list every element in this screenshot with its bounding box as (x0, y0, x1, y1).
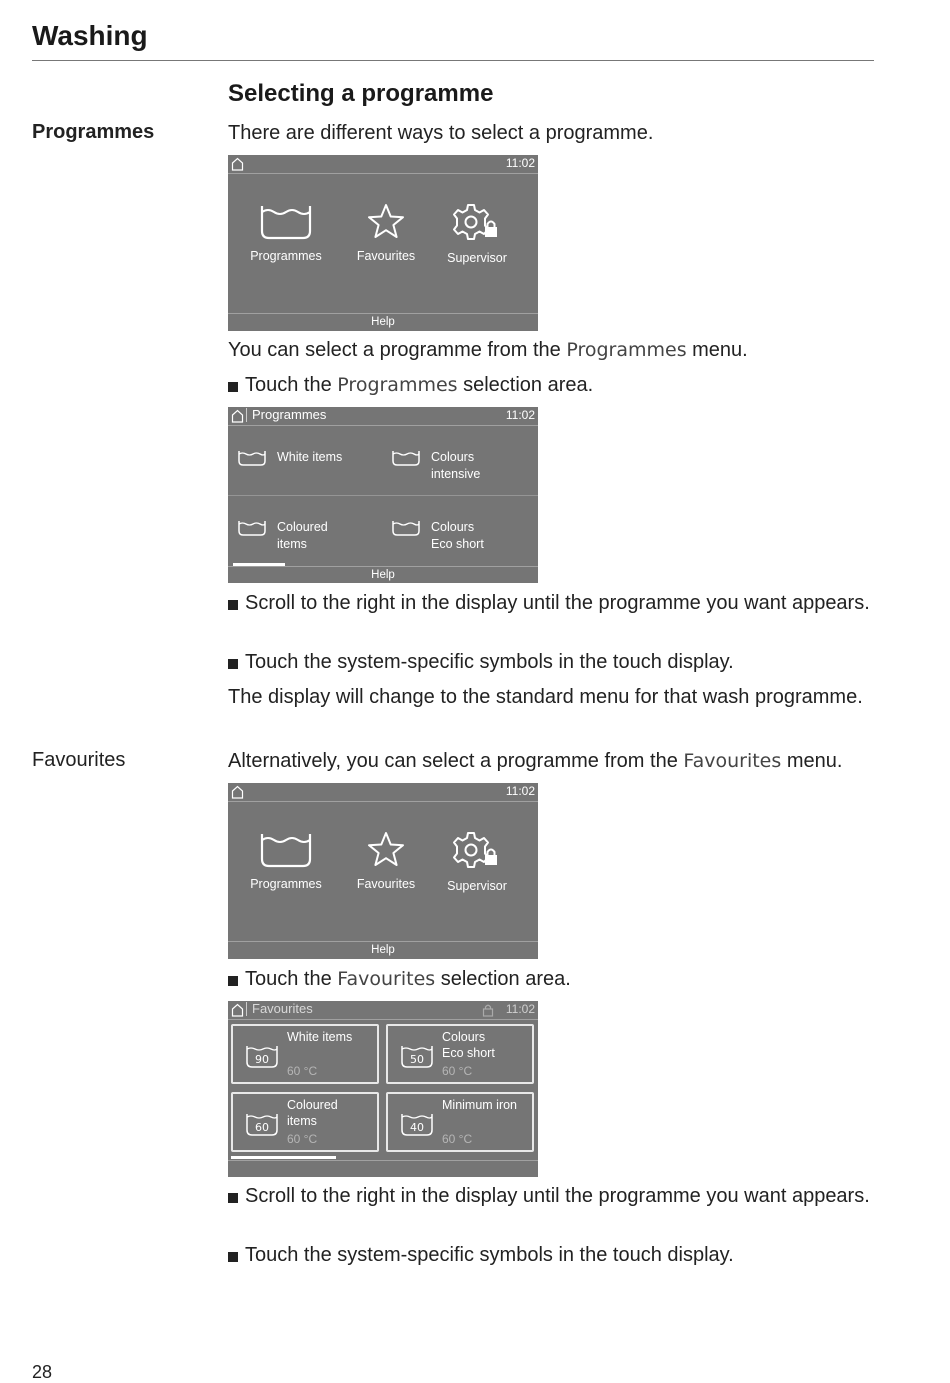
display-top-bar (228, 407, 538, 426)
wash-tub-icon (391, 449, 421, 467)
bullet-scroll: Scroll to the right in the display until the programme you want appears. (228, 591, 878, 616)
menu-supervisor-button[interactable] (432, 203, 522, 265)
wash-tub-icon (391, 519, 421, 537)
clock: 11:02 (505, 784, 535, 798)
temperature: 60 °C (287, 1132, 318, 1146)
display-title: Favourites (246, 1002, 313, 1016)
bullet-touch-symbols: Touch the system-specific symbols in the touch display. (228, 650, 878, 675)
result-text: The display will change to the standard menu for that wash programme. (228, 686, 863, 708)
display-favourites-menu (228, 1001, 538, 1177)
temperature: 60 °C (442, 1064, 473, 1078)
menu-label: Programmes (250, 249, 322, 263)
ui-term: Favourites (683, 750, 782, 772)
menu-programmes-button[interactable] (241, 831, 331, 891)
menu-favourites-button[interactable] (341, 831, 431, 891)
menu-label: Favourites (356, 249, 416, 263)
display-main-menu (228, 155, 538, 331)
wash-tub-icon (259, 203, 313, 241)
menu-label: Supervisor (447, 879, 507, 893)
tub-number: 40 (410, 1121, 424, 1134)
page-number: 28 (32, 1362, 53, 1382)
home-icon[interactable] (231, 1003, 244, 1017)
favourites-intro-text: Alternatively, you can select a programme from the Favourites menu. (228, 750, 843, 772)
clock: 11:02 (505, 1002, 535, 1016)
gear-lock-icon (447, 831, 507, 871)
wash-tub-icon (237, 449, 267, 467)
menu-label: Favourites (356, 877, 416, 891)
favourite-card-minimum-iron[interactable]: 40 Minimum iron 60 °C (386, 1092, 534, 1152)
menu-supervisor-button[interactable] (432, 831, 522, 893)
display-main-menu-2 (228, 783, 538, 959)
home-icon[interactable] (231, 157, 244, 171)
favourite-card-white-items[interactable]: 90 White items 60 °C (231, 1024, 379, 1084)
display-programmes-menu: Programmes 11:02 White items Colours intensive Coloured items Colours Eco short Help (228, 407, 538, 583)
intro-text: There are different ways to select a programme. (228, 122, 654, 144)
section-heading: Selecting a programme (228, 80, 494, 107)
row-divider (228, 495, 538, 496)
clock: 11:02 (505, 156, 535, 170)
wash-tub-icon (259, 831, 313, 869)
help-button[interactable]: Help (228, 313, 538, 331)
wash-tub-icon (245, 1112, 279, 1138)
tub-number: 50 (410, 1053, 424, 1066)
wash-tub-icon (245, 1044, 279, 1070)
menu-label: Supervisor (447, 251, 507, 265)
favourite-card-colours-eco-short[interactable]: 50 Colours Eco short 60 °C (386, 1024, 534, 1084)
title-divider (32, 60, 874, 61)
menu-programmes-button[interactable] (241, 203, 331, 263)
side-label-favourites: Favourites (32, 749, 126, 771)
display-top-bar (228, 155, 538, 174)
wash-tub-icon (400, 1112, 434, 1138)
page-title: Washing (32, 20, 148, 51)
tub-number: 90 (255, 1053, 269, 1066)
scroll-indicator[interactable] (231, 1156, 336, 1159)
bullet-touch-programmes: Touch the Programmes selection area. (228, 373, 878, 398)
display-title: Programmes (246, 408, 326, 422)
ui-term: Programmes (337, 374, 458, 396)
star-icon (359, 831, 413, 869)
menu-label: Programmes (250, 877, 322, 891)
home-icon[interactable] (231, 785, 244, 799)
wash-tub-icon (400, 1044, 434, 1070)
select-from-programmes-text: You can select a programme from the Programmes menu. (228, 339, 748, 361)
lock-icon (482, 1003, 494, 1017)
star-icon (359, 203, 413, 241)
ui-term: Favourites (337, 968, 436, 990)
bullet-touch-favourites: Touch the Favourites selection area. (228, 967, 878, 992)
clock: 11:02 (505, 408, 535, 422)
bullet-scroll-favourites: Scroll to the right in the display until the programme you want appears. (228, 1184, 878, 1209)
display-top-bar (228, 783, 538, 802)
home-icon[interactable] (231, 409, 244, 423)
row-divider (228, 1160, 538, 1161)
wash-tub-icon (237, 519, 267, 537)
tub-number: 60 (255, 1121, 269, 1134)
help-button[interactable]: Help (228, 941, 538, 959)
ui-term: Programmes (566, 339, 687, 361)
display-top-bar (228, 1001, 538, 1020)
temperature: 60 °C (442, 1132, 473, 1146)
temperature: 60 °C (287, 1064, 318, 1078)
gear-lock-icon (447, 203, 507, 243)
favourite-card-coloured-items[interactable]: 60 Coloured items 60 °C (231, 1092, 379, 1152)
help-button[interactable]: Help (228, 566, 538, 583)
menu-favourites-button[interactable] (341, 203, 431, 263)
side-label-programmes: Programmes (32, 121, 155, 143)
bullet-touch-symbols-favourites: Touch the system-specific symbols in the touch display. (228, 1243, 878, 1268)
